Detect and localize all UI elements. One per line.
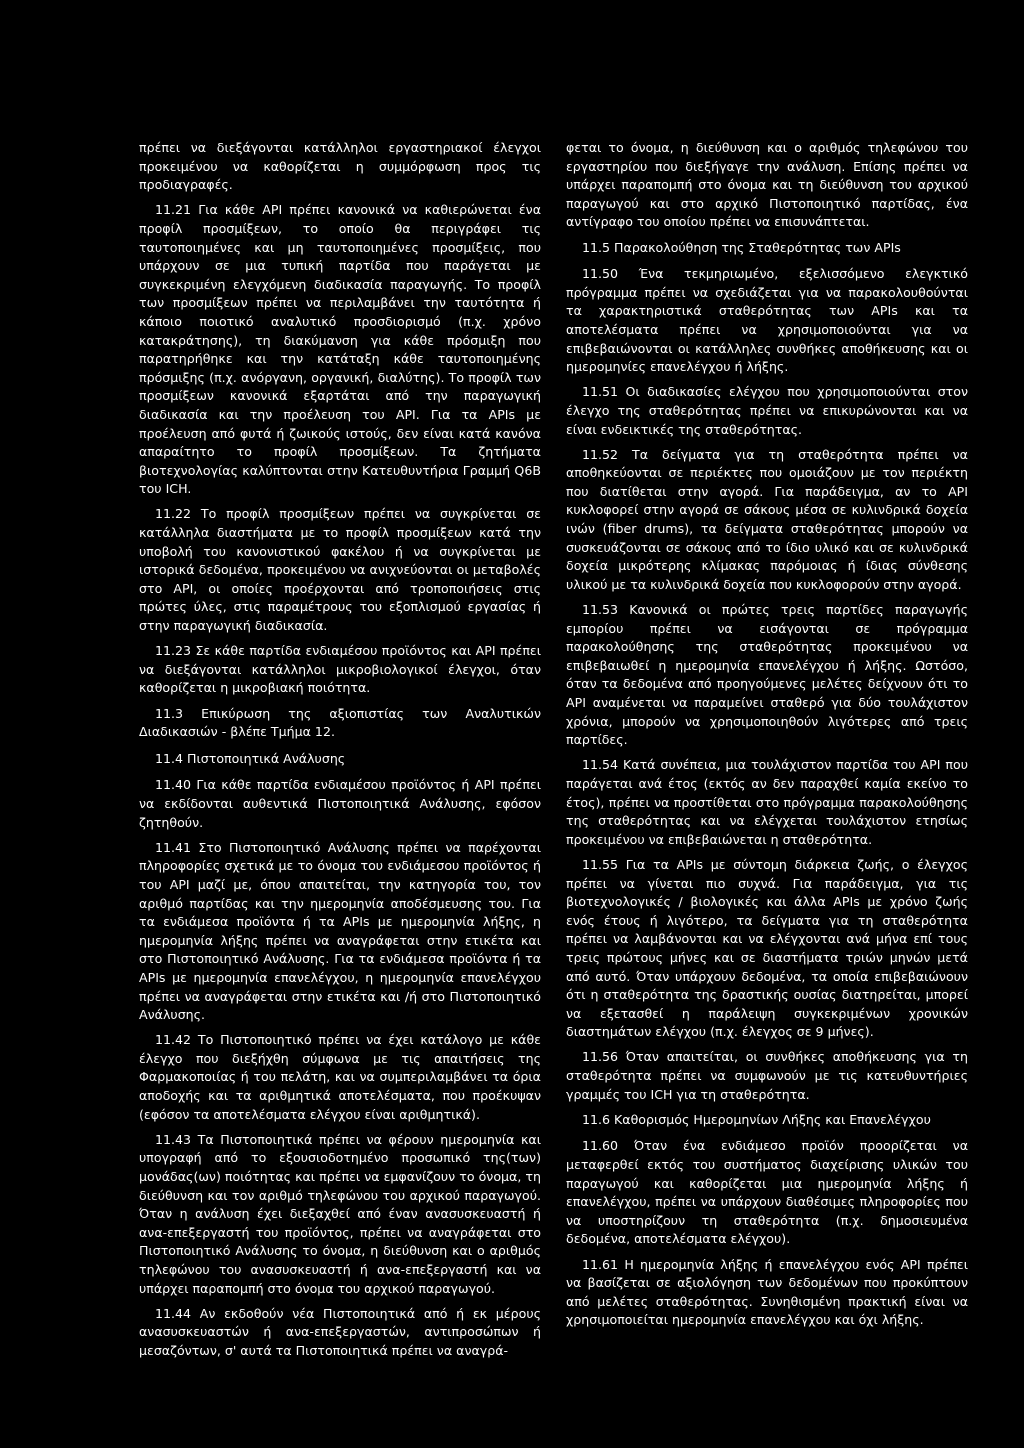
- section-heading-11-6: 11.6 Καθορισμός Ημερομηνίων Λήξης και Επανελέγχου: [582, 1111, 931, 1127]
- paragraph-11-22: 11.22 Το προφίλ προσμίξεων πρέπει να συγκρίνεται σε κατάλληλα διαστήματα με το προφίλ προσμίξεων κατά την υποβολή του κανονιστικού φακέλου ή να συγκρίνεται με ιστορικά δεδομένα, προκειμένου να ανιχνεύονται οι μεταβολές στο API, οι οποίες προέρχονται από τροποποιήσεις στις πρώτες ύλες, στις παραμέτρους του εξοπλισμού εργασίας ή στην παραγωγική διαδικασία.: [139, 506, 541, 634]
- paragraph-11-40: 11.40 Για κάθε παρτίδα ενδιαμέσου προϊόντος ή API πρέπει να εκδίδονται αυθεντικά Πιστοποιητικά Ανάλυσης, εφόσον ζητηθούν.: [139, 777, 541, 830]
- paragraph-11-41: 11.41 Στο Πιστοποιητικό Ανάλυσης πρέπει να παρέχονται πληροφορίες σχετικά με το όνομα του ενδιάμεσου προϊόντος ή του API μαζί με, όπου απαιτείται, την κατηγορία του, τον αριθμό παρτίδας και την ημερομηνία αποδέσμευσης του. Για τα ενδιάμεσα προϊόντα ή τα APIs με ημερομηνία λήξης, η ημερομηνία λήξης πρέπει να αναγράφεται στην ετικέτα και στο Πιστοποιητικό Ανάλυσης. Για τα ενδιάμεσα προϊόντα ή τα APIs με ημερομηνία επανελέγχου, η ημερομηνία επανελέγχου πρέπει να αναγράφεται στην ετικέτα και /ή στο Πιστοποιητικό Ανάλυσης.: [139, 839, 541, 1023]
- paragraph-11-51: 11.51 Οι διαδικασίες ελέγχου που χρησιμοποιούνται στον έλεγχο της σταθερότητας πρέπει να επικυρώνονται και να είναι ενδεικτικές της σταθερότητας.: [566, 384, 968, 437]
- paragraph-11-21: 11.21 Για κάθε API πρέπει κανονικά να καθιερώνεται ένα προφίλ προσμίξεων, το οποίο θα περιγράφει τις ταυτοποιημένες και μη ταυτοποιημένες προσμίξεις, που υπάρχουν σε μια τυπική παρτίδα που παράγεται με συγκεκριμένη ελεγχόμενη διαδικασία παραγωγής. Το προφίλ των προσμίξεων πρέπει να περιλαμβάνει την ταυτότητα ή κάποιο ποιοτικό αναλυτικό προσδιορισμό (π.χ. χρόνο κατακράτησης), τη διακύμανση για κάθε πρόσμιξη που παρατηρήθηκε και την κατάταξη κάθε ταυτοποιημένης πρόσμιξης (π.χ. ανόργανη, οργανική, διαλύτης). Το προφίλ των προσμίξεων κανονικά εξαρτάται από την παραγωγική διαδικασία και την προέλευση του API. Για τα APIs με προέλευση από φυτά ή ζωικούς ιστούς, δεν είναι κατά κανόνα απαραίτητο το προφίλ προσμίξεων. Τα ζητήματα βιοτεχνολογίας καλύπτονται στην Κατευθυντήρια Γραμμή Q6B του ICH.: [139, 202, 541, 497]
- paragraph-11-42: 11.42 Το Πιστοποιητικό πρέπει να έχει κατάλογο με κάθε έλεγχο που διεξήχθη σύμφωνα με τις απαιτήσεις της Φαρμακοποιίας ή του πελάτη, και να συμπεριλαμβάνει τα όρια αποδοχής και τα αριθμητικά αποτελέσματα, που προέκυψαν (εφόσον τα αποτελέσματα ελέγχου είναι αριθμητικά).: [139, 1032, 541, 1122]
- paragraph-11-60: 11.60 Όταν ένα ενδιάμεσο προϊόν προορίζεται να μεταφερθεί εκτός του συστήματος διαχείρισης υλικών του παραγωγού και καθορίζεται μια ημερομηνία λήξης ή επανελέγχου, πρέπει να υπάρχουν διαθέσιμες πληροφορίες που να υποστηρίζουν τη σταθερότητα (π.χ. δημοσιευμένα δεδομένα, αποτελέσματα ελέγχου).: [566, 1138, 968, 1247]
- paragraph-11-23: 11.23 Σε κάθε παρτίδα ενδιαμέσου προϊόντος και API πρέπει να διεξάγονται κατάλληλοι μικροβιολογικοί έλεγχοι, όταν καθορίζεται η μικροβιακή ποιότητα.: [139, 643, 541, 696]
- section-heading-11-4: 11.4 Πιστοποιητικά Ανάλυσης: [155, 750, 346, 766]
- paragraph-continuation: φεται το όνομα, η διεύθυνση και ο αριθμός τηλεφώνου του εργαστηρίου που διεξήγαγε την ανάλυση. Επίσης πρέπει να υπάρχει παραπομπή στο όνομα και τη διεύθυνση του αρχικού παραγωγού και στο αρχικό Πιστοποιητικό παρτίδας, ένα αντίγραφο του οποίου πρέπει να επισυνάπτεται.: [566, 140, 968, 230]
- paragraph-11-52: 11.52 Τα δείγματα για τη σταθερότητα πρέπει να αποθηκεύονται σε περιέκτες που ομοιάζουν με τον περιέκτη που διατίθεται στην αγορά. Για παράδειγμα, αν το API κυκλοφορεί στην αγορά σε σάκους μέσα σε κυλινδρικά δοχεία ινών (fiber drums), τα δείγματα σταθερότητας μπορούν να συσκευάζονται σε σάκους από το ίδιο υλικό και σε κυλινδρικά δοχεία μικρότερης κλίμακας παρόμοιας ή ίδιας σύνθεσης υλικού με τα κυλινδρικά δοχεία που κυκλοφορούν στην αγορά.: [566, 446, 968, 592]
- right-column: [566, 139, 968, 1337]
- paragraph-11-43: 11.43 Τα Πιστοποιητικά πρέπει να φέρουν ημερομηνία και υπογραφή από το εξουσιοδοτημένο προσωπικό της(των) μονάδας(ων) ποιότητας και πρέπει να εμφανίζουν το όνομα, τη διεύθυνση και τον αριθμό τηλεφώνου του αρχικού παραγωγού. Όταν η ανάλυση έχει διεξαχθεί από έναν ανασυσκευαστή ή ανα-επεξεργαστή του προϊόντος, πρέπει να αναγράφεται στο Πιστοποιητικό Ανάλυσης το όνομα, η διεύθυνση και ο αριθμός τηλεφώνου του ανασυσκευαστή ή ανα-επεξεργαστή και να υπάρχει παραπομπή στο όνομα του αρχικού παραγωγού.: [139, 1131, 541, 1296]
- paragraph-11-55: 11.55 Για τα APIs με σύντομη διάρκεια ζωής, ο έλεγχος πρέπει να γίνεται πιο συχνά. Για παράδειγμα, για τις βιοτεχνολογικές / βιολογικές και άλλα APIs με χρόνο ζωής ενός έτους ή λιγότερο, τα δείγματα για τη σταθερότητα πρέπει να λαμβάνονται και να ελέγχονται ανά μήνα επί τους τρεις πρώτους μήνες και σε διαστήματα τριών μηνών μετά από αυτό. Όταν υπάρχουν δεδομένα, τα οποία επιβεβαιώνουν ότι η σταθερότητα της δραστικής ουσίας διατηρείται, μπορεί να εξετασθεί η παράλειψη συγκεκριμένων χρονικών διαστημάτων ελέγχου (π.χ. έλεγχος σε 9 μήνες).: [566, 856, 968, 1040]
- paragraph-11-44: 11.44 Αν εκδοθούν νέα Πιστοποιητικά από ή εκ μέρους ανασυσκευαστών ή ανα-επεξεργαστών, αντιπροσώπων ή μεσαζόντων, σ' αυτά τα Πιστοποιητικά πρέπει να αναγρά-: [139, 1305, 541, 1358]
- paragraph-11-54: 11.54 Κατά συνέπεια, μια τουλάχιστον παρτίδα του API που παράγεται ανά έτος (εκτός αν δεν παραχθεί καμία εκείνο το έτος), πρέπει να προστίθεται στο πρόγραμμα παρακολούθησης της σταθερότητας και να ελέγχεται τουλάχιστον ετησίως προκειμένου να επιβεβαιώνεται η σταθερότητα.: [566, 757, 968, 847]
- paragraph-11-53: 11.53 Κανονικά οι πρώτες τρεις παρτίδες παραγωγής εμπορίου πρέπει να εισάγονται σε πρόγραμμα παρακολούθησης της σταθερότητας προκειμένου να επιβεβαιωθεί η ημερομηνία επανελέγχου ή λήξης. Ωστόσο, όταν τα δεδομένα από προηγούμενες μελέτες δείχνουν ότι το API αναμένεται να παραμείνει σταθερό για δύο τουλάχιστον χρόνια, μπορούν να χρησιμοποιηθούν λιγότερες από τρεις παρτίδες.: [566, 602, 968, 748]
- paragraph-11-50: 11.50 Ένα τεκμηριωμένο, εξελισσόμενο ελεγκτικό πρόγραμμα πρέπει να σχεδιάζεται για να παρακολουθούνται τα χαρακτηριστικά σταθερότητας των APIs και τα αποτελέσματα πρέπει να χρησιμοποιούνται για να επιβεβαιώνονται οι κατάλληλες συνθήκες αποθήκευσης και οι ημερομηνίες επανελέγχου ή λήξης.: [566, 266, 968, 375]
- section-heading-11-3: 11.3 Επικύρωση της αξιοπιστίας των Αναλυτικών Διαδικασιών - βλέπε Τμήμα 12.: [139, 705, 541, 740]
- paragraph-continuation: πρέπει να διεξάγονται κατάλληλοι εργαστηριακοί έλεγχοι προκειμένου να καθορίζεται η συμμόρφωση προς τις προδιαγραφές.: [139, 140, 541, 193]
- left-column: [139, 139, 541, 1367]
- paragraph-11-61: 11.61 Η ημερομηνία λήξης ή επανελέγχου ενός API πρέπει να βασίζεται σε αξιολόγηση των δεδομένων που προκύπτουν από μελέτες σταθερότητας. Συνηθισμένη πρακτική είναι να χρησιμοποιείται ημερομηνία επανελέγχου και όχι λήξης.: [566, 1256, 968, 1328]
- section-heading-11-5: 11.5 Παρακολούθηση της Σταθερότητας των APIs: [582, 239, 901, 255]
- paragraph-11-56: 11.56 Όταν απαιτείται, οι συνθήκες αποθήκευσης για τη σταθερότητα πρέπει να συμφωνούν με τις κατευθυντήριες γραμμές του ICH για τη σταθερότητα.: [566, 1049, 968, 1102]
